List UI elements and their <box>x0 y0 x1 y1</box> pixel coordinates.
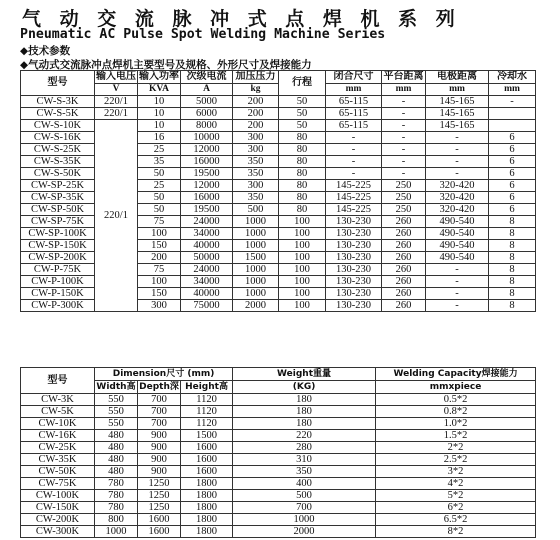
spec-cell: 130-230 <box>326 240 382 252</box>
spec-cell: 19500 <box>181 168 233 180</box>
model-cell: CW-S-3K <box>21 96 95 108</box>
dim-row <box>21 406 536 418</box>
dim-row <box>21 526 536 538</box>
spec-cell: 80 <box>279 168 326 180</box>
dim-model-cell: CW-3K <box>21 394 95 406</box>
spec-cell: 1000 <box>233 228 279 240</box>
spec-cell: 6 <box>489 204 536 216</box>
dim-cell: 550 <box>95 418 138 430</box>
spec-cell: 6 <box>489 192 536 204</box>
spec-cell: 50 <box>279 120 326 132</box>
spec-unit-cell: KVA <box>138 84 181 96</box>
dim-cell: 1250 <box>138 478 181 490</box>
spec-cell: 200 <box>138 252 181 264</box>
spec-cell: - <box>426 132 489 144</box>
spec-cell: 260 <box>382 228 426 240</box>
spec-cell: - <box>426 288 489 300</box>
dim-cell: 1600 <box>181 466 233 478</box>
spec-cell: 145-225 <box>326 204 382 216</box>
spec-header-cell: 电极距离 <box>426 71 489 84</box>
spec-cell: 260 <box>382 240 426 252</box>
dim-cell: 6.5*2 <box>376 514 536 526</box>
spec-units-row <box>21 84 536 96</box>
spec-cell: 80 <box>279 144 326 156</box>
dim-row <box>21 442 536 454</box>
dim-cell: 8*2 <box>376 526 536 538</box>
model-cell: CW-SP-200K <box>21 252 95 264</box>
dim-cell: 1800 <box>181 502 233 514</box>
spec-cell: 145-165 <box>426 120 489 132</box>
dim-cell: 2*2 <box>376 442 536 454</box>
spec-cell: 130-230 <box>326 252 382 264</box>
spec-cell: 490-540 <box>426 216 489 228</box>
model-cell: CW-SP-150K <box>21 240 95 252</box>
dim-cell: 550 <box>95 394 138 406</box>
spec-cell: 10000 <box>181 132 233 144</box>
spec-cell: - <box>426 300 489 312</box>
spec-cell: 6000 <box>181 108 233 120</box>
dim-cell: 700 <box>233 502 376 514</box>
dim-cell: 1500 <box>181 430 233 442</box>
spec-unit-cell: A <box>181 84 233 96</box>
dim-row <box>21 454 536 466</box>
spec-cell: - <box>382 168 426 180</box>
spec-header-cell: 平台距离 <box>383 71 424 82</box>
spec-cell: - <box>382 156 426 168</box>
model-cell: CW-S-16K <box>21 132 95 144</box>
dim-cell: 2000 <box>233 526 376 538</box>
spec-cell: 490-540 <box>426 228 489 240</box>
dim-model-cell: CW-300K <box>21 526 95 538</box>
dim-cell: 1600 <box>181 442 233 454</box>
dim-cell: 180 <box>233 394 376 406</box>
spec-cell: 8 <box>489 264 536 276</box>
spec-cell: 130-230 <box>326 228 382 240</box>
dim-cell: 280 <box>233 442 376 454</box>
spec-cell: - <box>382 120 426 132</box>
spec-cell: 130-230 <box>326 300 382 312</box>
dim-cell: 1120 <box>181 406 233 418</box>
spec-cell: 260 <box>382 252 426 264</box>
dim-cell: 0.8*2 <box>376 406 536 418</box>
spec-cell: 50000 <box>181 252 233 264</box>
spec-cell: 320-420 <box>426 180 489 192</box>
spec-cell: 350 <box>233 168 279 180</box>
spec-cell: 24000 <box>181 216 233 228</box>
spec-table <box>20 70 536 312</box>
spec-cell: 80 <box>279 192 326 204</box>
dim-cell: 700 <box>138 406 181 418</box>
dim-subheader-cell: Height高 <box>181 381 233 394</box>
spec-cell: 1500 <box>233 252 279 264</box>
spec-cell: 200 <box>233 96 279 108</box>
dim-cell: 2.5*2 <box>376 454 536 466</box>
spec-cell: - <box>326 144 382 156</box>
spec-cell: 200 <box>233 120 279 132</box>
dim-cell: 480 <box>95 430 138 442</box>
section-label-tech-params: ◆技术参数 <box>20 45 71 57</box>
spec-cell: 8 <box>489 252 536 264</box>
spec-cell: 35 <box>138 156 181 168</box>
spec-cell: 100 <box>279 228 326 240</box>
spec-cell: 8000 <box>181 120 233 132</box>
spec-header-cell: 行程 <box>279 71 326 96</box>
dim-model-cell: CW-75K <box>21 478 95 490</box>
dim-cell: 550 <box>95 406 138 418</box>
spec-cell: 260 <box>382 300 426 312</box>
spec-cell: 6 <box>489 156 536 168</box>
dim-cell: 480 <box>95 454 138 466</box>
model-cell: CW-P-150K <box>21 288 95 300</box>
spec-unit-cell: mm <box>426 84 489 96</box>
spec-cell: - <box>426 144 489 156</box>
dim-cell: 5*2 <box>376 490 536 502</box>
spec-cell: - <box>426 264 489 276</box>
dim-cell: 1800 <box>181 490 233 502</box>
dim-row <box>21 430 536 442</box>
spec-cell: 220/1 <box>95 120 138 312</box>
spec-cell: 260 <box>382 288 426 300</box>
dim-cell: 1000 <box>95 526 138 538</box>
spec-cell: 19500 <box>181 204 233 216</box>
spec-cell <box>489 108 536 120</box>
spec-cell: 350 <box>233 156 279 168</box>
dim-model-cell: CW-150K <box>21 502 95 514</box>
dim-model-cell: CW-50K <box>21 466 95 478</box>
spec-row <box>21 120 536 132</box>
spec-cell: - <box>326 156 382 168</box>
spec-cell: 1000 <box>233 276 279 288</box>
spec-cell: 8 <box>489 216 536 228</box>
dim-model-header: 型号 <box>21 368 95 394</box>
dim-cell: 6*2 <box>376 502 536 514</box>
dim-cell: 900 <box>138 466 181 478</box>
spec-cell: 12000 <box>181 144 233 156</box>
spec-cell: 8 <box>489 228 536 240</box>
spec-cell: 260 <box>382 264 426 276</box>
model-cell: CW-SP-75K <box>21 216 95 228</box>
spec-cell <box>489 120 536 132</box>
dim-subheader-cell: Depth深 <box>139 382 179 392</box>
model-cell: CW-S-5K <box>21 108 95 120</box>
spec-cell: 24000 <box>181 264 233 276</box>
model-cell: CW-P-75K <box>21 264 95 276</box>
spec-cell: 10 <box>138 108 181 120</box>
model-cell: CW-S-25K <box>21 144 95 156</box>
spec-unit-cell: mm <box>326 84 382 96</box>
weight-header: Weight重量 <box>233 368 376 381</box>
dim-cell: 3*2 <box>376 466 536 478</box>
spec-cell: 220/1 <box>95 108 138 120</box>
spec-cell: 1000 <box>233 264 279 276</box>
spec-cell: 100 <box>279 240 326 252</box>
dim-model-cell: CW-10K <box>21 418 95 430</box>
spec-cell: 75 <box>138 264 181 276</box>
spec-cell: 300 <box>233 144 279 156</box>
spec-cell: 145-165 <box>426 96 489 108</box>
spec-cell: - <box>382 144 426 156</box>
spec-row <box>21 108 536 120</box>
dim-model-cell: CW-16K <box>21 430 95 442</box>
dim-cell: 1.5*2 <box>376 430 536 442</box>
dim-cell: 0.5*2 <box>376 394 536 406</box>
spec-cell: 130-230 <box>326 216 382 228</box>
spec-cell: 75 <box>138 216 181 228</box>
spec-cell: 50 <box>279 96 326 108</box>
spec-cell: 130-230 <box>326 264 382 276</box>
dim-model-cell: CW-5K <box>21 406 95 418</box>
spec-cell: 1000 <box>233 216 279 228</box>
spec-cell: 100 <box>279 264 326 276</box>
dim-row <box>21 514 536 526</box>
spec-header-cell: 型号 <box>21 71 95 96</box>
spec-cell: 65-115 <box>326 120 382 132</box>
model-cell: CW-SP-100K <box>21 228 95 240</box>
spec-cell: 50 <box>138 168 181 180</box>
spec-cell: 145-165 <box>426 108 489 120</box>
dim-model-cell: CW-35K <box>21 454 95 466</box>
dim-cell: 700 <box>138 418 181 430</box>
spec-cell: 260 <box>382 276 426 288</box>
spec-cell: 25 <box>138 180 181 192</box>
model-cell: CW-SP-50K <box>21 204 95 216</box>
dim-cell: 1250 <box>138 490 181 502</box>
dim-cell: 1800 <box>181 526 233 538</box>
spec-header-cell: 冷却水 <box>489 71 536 84</box>
model-cell: CW-P-300K <box>21 300 95 312</box>
spec-unit-cell: kg <box>233 84 279 96</box>
dim-cell: 180 <box>233 406 376 418</box>
spec-unit-cell: V <box>95 84 138 96</box>
spec-cell: 12000 <box>181 180 233 192</box>
spec-header-cell: 输入功率 <box>139 71 179 82</box>
spec-cell: 100 <box>138 228 181 240</box>
spec-cell: 145-225 <box>326 192 382 204</box>
spec-header-cell: 加压压力 <box>233 71 279 84</box>
dim-row <box>21 502 536 514</box>
spec-cell: - <box>382 96 426 108</box>
spec-cell: 130-230 <box>326 288 382 300</box>
page-title-chinese: 气 动 交 流 脉 冲 式 点 焊 机 系 列 <box>22 8 461 30</box>
spec-cell: - <box>382 132 426 144</box>
spec-cell: 10 <box>138 120 181 132</box>
spec-cell: 300 <box>138 300 181 312</box>
spec-cell: 80 <box>279 156 326 168</box>
spec-cell: 50 <box>138 204 181 216</box>
dim-cell: 180 <box>233 418 376 430</box>
spec-cell: 350 <box>233 192 279 204</box>
capacity-unit: mmxpiece <box>376 381 536 394</box>
spec-cell: - <box>426 156 489 168</box>
dim-cell: 900 <box>138 454 181 466</box>
spec-cell: 100 <box>279 216 326 228</box>
dim-cell: 400 <box>233 478 376 490</box>
dim-model-cell: CW-100K <box>21 490 95 502</box>
spec-cell: 80 <box>279 132 326 144</box>
spec-cell: 25 <box>138 144 181 156</box>
spec-cell: 300 <box>233 180 279 192</box>
model-cell: CW-S-10K <box>21 120 95 132</box>
dim-cell: 500 <box>233 490 376 502</box>
dim-cell: 4*2 <box>376 478 536 490</box>
dimension-table <box>20 367 536 538</box>
spec-cell: 50 <box>138 192 181 204</box>
spec-cell: 65-115 <box>326 108 382 120</box>
dim-cell: 900 <box>138 430 181 442</box>
spec-cell: 145-225 <box>326 180 382 192</box>
dim-cell: 1600 <box>181 454 233 466</box>
spec-cell: - <box>426 276 489 288</box>
dim-row <box>21 418 536 430</box>
spec-header-cell: 输入电压 <box>96 71 136 82</box>
spec-cell: 10 <box>138 96 181 108</box>
spec-cell: - <box>326 132 382 144</box>
capacity-header: Welding Capacity焊接能力 <box>376 368 536 381</box>
spec-cell: 490-540 <box>426 240 489 252</box>
spec-header-row <box>21 71 536 84</box>
dim-subheader-cell: Width高 <box>96 382 136 392</box>
spec-cell: 1000 <box>233 240 279 252</box>
section-label-models-specs: ◆气动式交流脉冲点焊机主要型号及规格、外形尺寸及焊接能力 <box>20 59 312 71</box>
dim-cell: 800 <box>95 514 138 526</box>
spec-cell: 490-540 <box>426 252 489 264</box>
spec-cell: 8 <box>489 288 536 300</box>
spec-cell: 6 <box>489 144 536 156</box>
spec-cell: 150 <box>138 288 181 300</box>
spec-cell: 250 <box>382 192 426 204</box>
dim-subheader-row <box>21 381 536 394</box>
dim-cell: 1600 <box>138 526 181 538</box>
dimension-header: Dimension尺寸 (mm) <box>95 368 233 381</box>
spec-cell: - <box>326 168 382 180</box>
dim-cell: 1000 <box>233 514 376 526</box>
dim-cell: 1120 <box>181 418 233 430</box>
dim-cell: 220 <box>233 430 376 442</box>
dim-cell: 350 <box>233 466 376 478</box>
dim-cell: 780 <box>95 478 138 490</box>
spec-cell: 65-115 <box>326 96 382 108</box>
dim-cell: 780 <box>95 502 138 514</box>
dim-cell: 1600 <box>138 514 181 526</box>
spec-header-cell: 闭合尺寸 <box>326 71 382 84</box>
spec-cell: 16 <box>138 132 181 144</box>
spec-cell: 80 <box>279 204 326 216</box>
spec-cell: 100 <box>279 252 326 264</box>
weight-unit: (KG) <box>233 381 376 394</box>
spec-cell: - <box>426 168 489 180</box>
dim-cell: 900 <box>138 442 181 454</box>
spec-cell: 8 <box>489 240 536 252</box>
spec-cell: 8 <box>489 300 536 312</box>
spec-cell: 5000 <box>181 96 233 108</box>
spec-row <box>21 96 536 108</box>
dim-row <box>21 466 536 478</box>
dim-model-cell: CW-200K <box>21 514 95 526</box>
dim-model-cell: CW-25K <box>21 442 95 454</box>
spec-cell: 8 <box>489 276 536 288</box>
dim-row <box>21 394 536 406</box>
dim-cell: 1800 <box>181 478 233 490</box>
spec-cell: 2000 <box>233 300 279 312</box>
dim-cell: 1.0*2 <box>376 418 536 430</box>
spec-cell: 1000 <box>233 288 279 300</box>
model-cell: CW-SP-35K <box>21 192 95 204</box>
spec-cell: 150 <box>138 240 181 252</box>
spec-cell: 300 <box>233 132 279 144</box>
spec-cell: 200 <box>233 108 279 120</box>
model-cell: CW-SP-25K <box>21 180 95 192</box>
spec-cell: 250 <box>382 204 426 216</box>
spec-cell: 6 <box>489 168 536 180</box>
spec-unit-cell: mm <box>382 84 426 96</box>
dim-cell: 480 <box>95 442 138 454</box>
dim-cell: 1120 <box>181 394 233 406</box>
spec-cell: - <box>382 108 426 120</box>
spec-cell: 6 <box>489 180 536 192</box>
spec-cell: 320-420 <box>426 192 489 204</box>
spec-cell: 40000 <box>181 240 233 252</box>
page-title-english: Pneumatic AC Pulse Spot Welding Machine Series <box>20 27 386 42</box>
dim-row <box>21 478 536 490</box>
spec-cell: 16000 <box>181 192 233 204</box>
spec-cell: 6 <box>489 132 536 144</box>
spec-cell: 220/1 <box>95 96 138 108</box>
dim-cell: 700 <box>138 394 181 406</box>
spec-cell: 100 <box>279 300 326 312</box>
spec-cell: 130-230 <box>326 276 382 288</box>
spec-cell: 250 <box>382 180 426 192</box>
spec-cell: 500 <box>233 204 279 216</box>
spec-header-cell: 次级电流 <box>181 71 233 84</box>
spec-cell: 75000 <box>181 300 233 312</box>
spec-cell: 50 <box>279 108 326 120</box>
model-cell: CW-S-35K <box>21 156 95 168</box>
spec-cell: - <box>489 96 536 108</box>
spec-cell: 100 <box>138 276 181 288</box>
spec-cell: 40000 <box>181 288 233 300</box>
spec-cell: 80 <box>279 180 326 192</box>
model-cell: CW-P-100K <box>21 276 95 288</box>
dim-cell: 310 <box>233 454 376 466</box>
spec-cell: 260 <box>382 216 426 228</box>
dim-cell: 1800 <box>181 514 233 526</box>
spec-unit-cell: mm <box>489 84 536 96</box>
model-cell: CW-S-50K <box>21 168 95 180</box>
dim-header-row <box>21 368 536 381</box>
spec-cell: 34000 <box>181 276 233 288</box>
spec-cell: 100 <box>279 276 326 288</box>
dim-cell: 1250 <box>138 502 181 514</box>
dim-cell: 480 <box>95 466 138 478</box>
dim-cell: 780 <box>95 490 138 502</box>
spec-cell: 34000 <box>181 228 233 240</box>
spec-cell: 320-420 <box>426 204 489 216</box>
spec-cell: 16000 <box>181 156 233 168</box>
dim-row <box>21 490 536 502</box>
spec-cell: 100 <box>279 288 326 300</box>
